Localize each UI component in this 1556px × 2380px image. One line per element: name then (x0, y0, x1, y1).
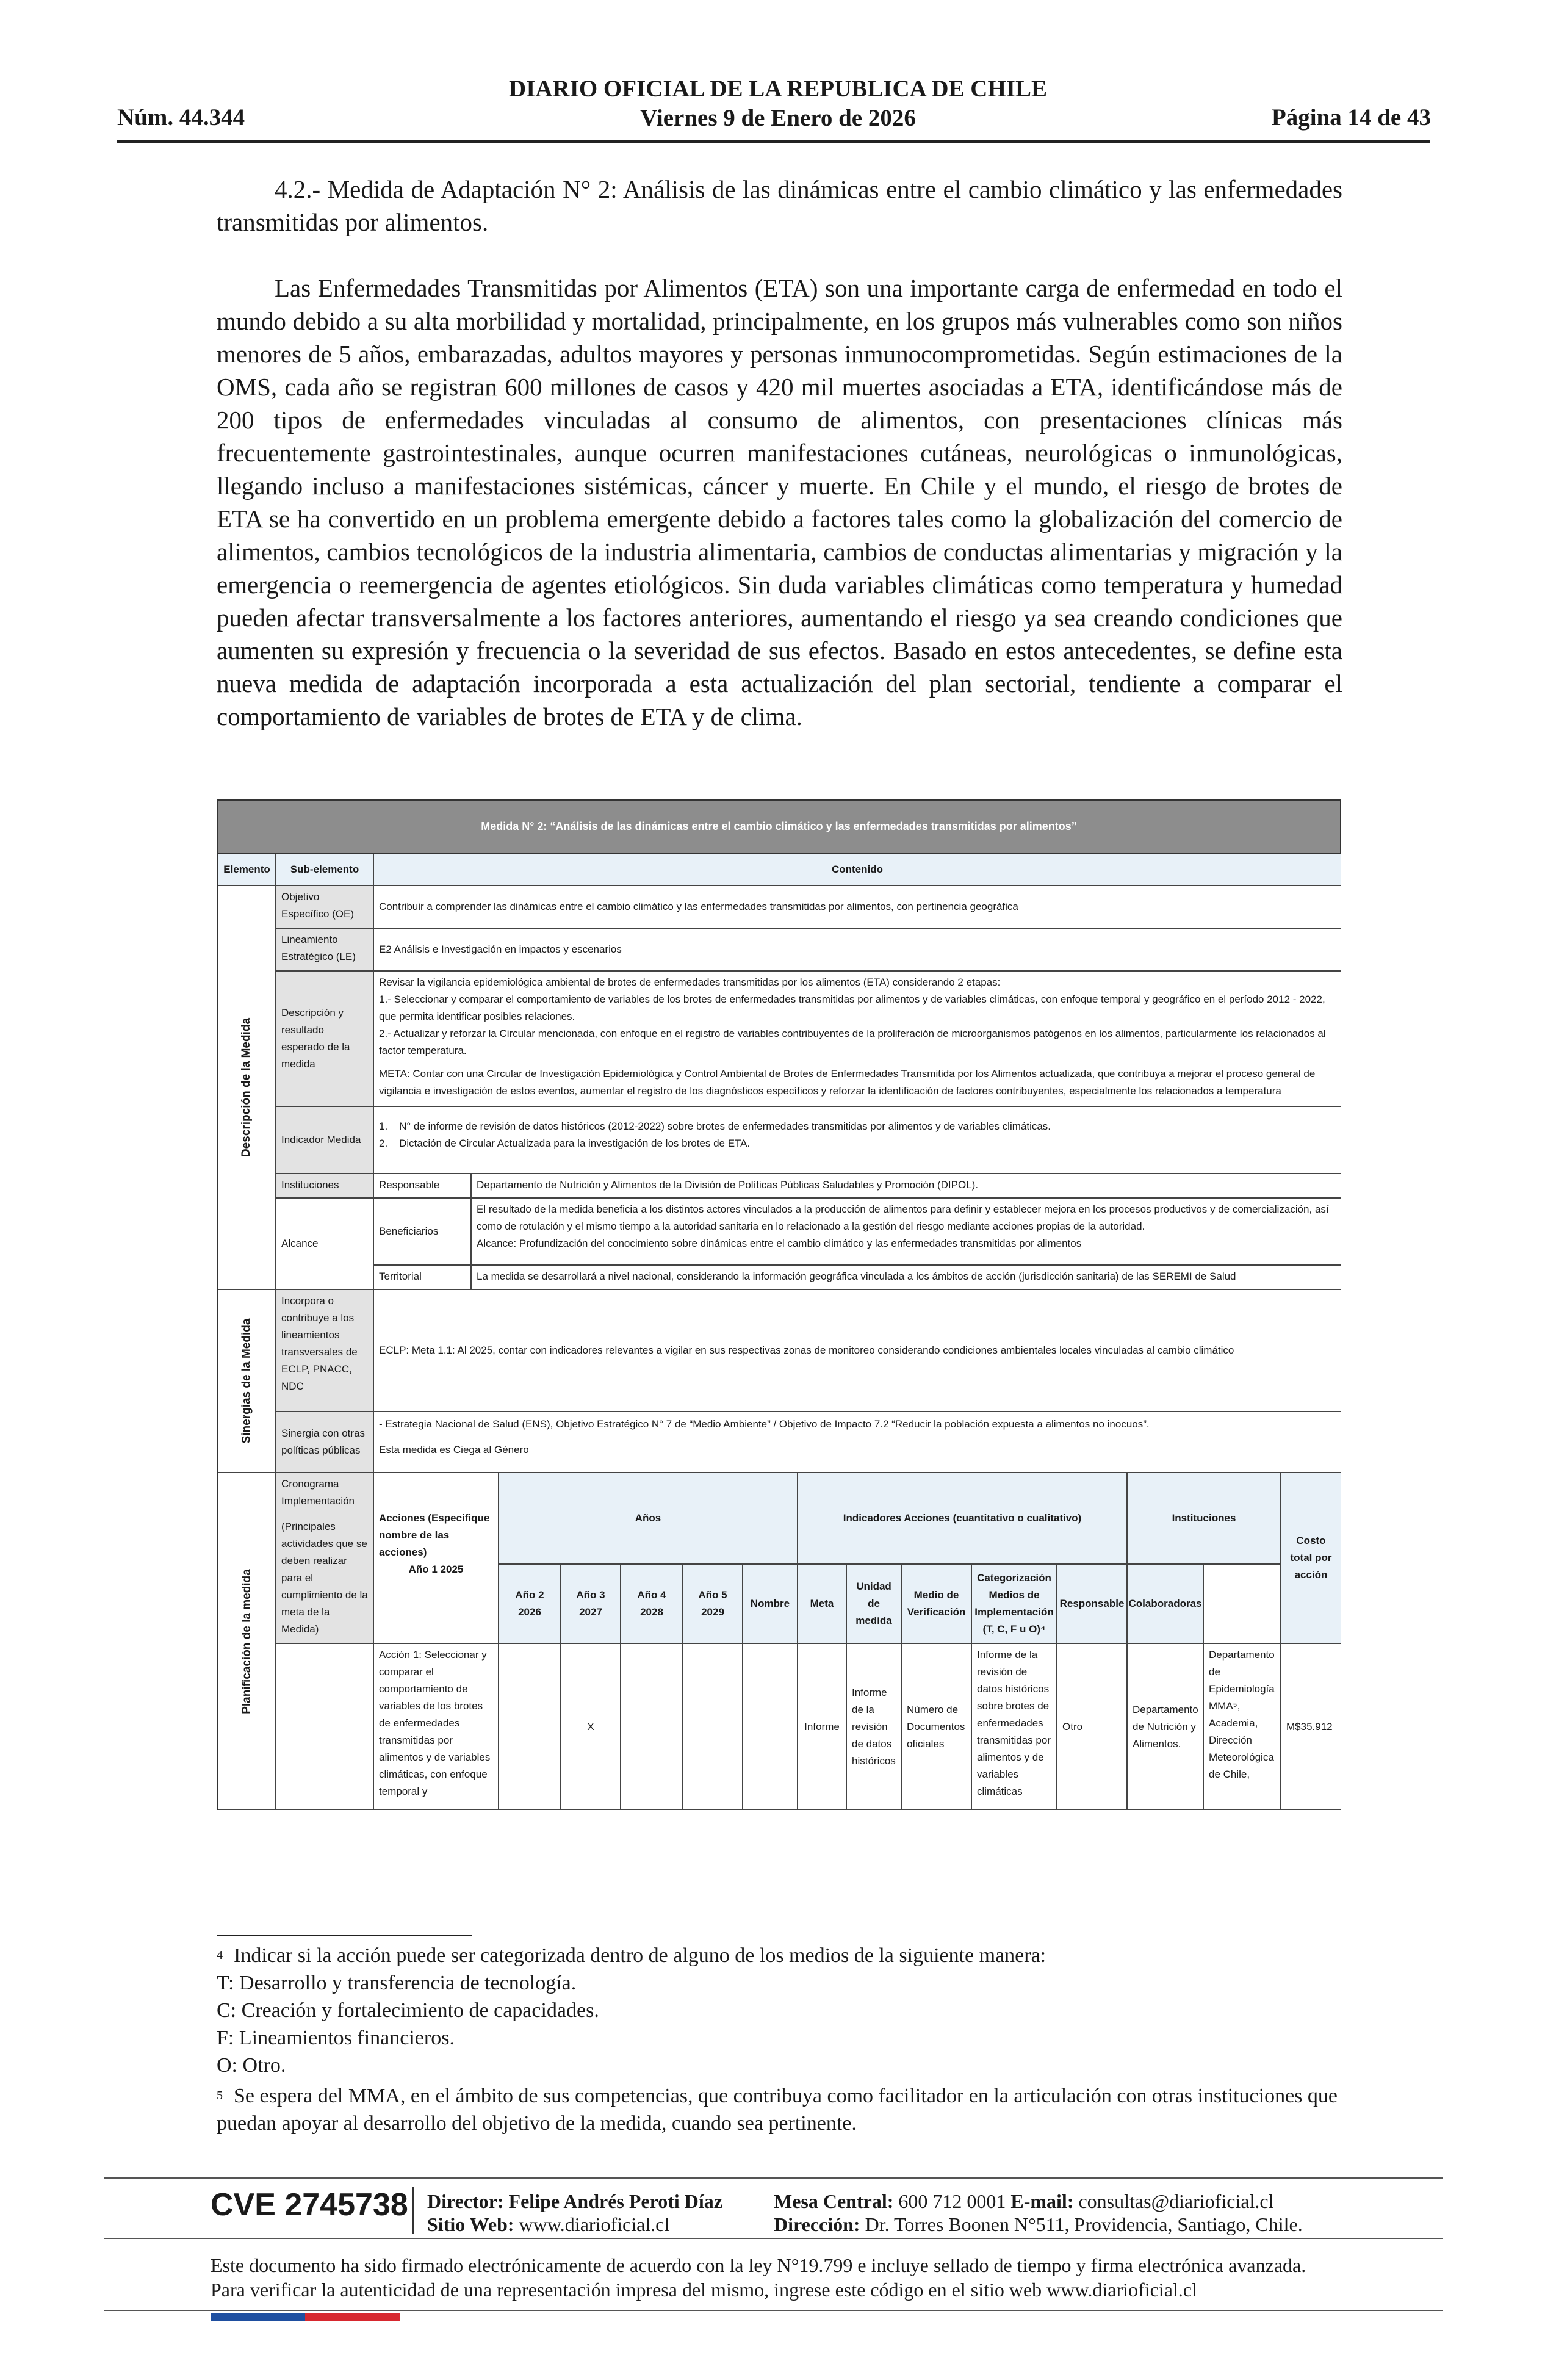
accion-1-year-5 (683, 1643, 743, 1810)
gender-note: Esta medida es Ciega al Género (379, 1444, 529, 1455)
meta-header: Meta (798, 1564, 846, 1643)
page-number: Página 14 de 43 (1271, 104, 1431, 131)
section-sinergias: Sinergias de la Medida (218, 1289, 276, 1473)
accion-1-meta: Informe (798, 1643, 846, 1810)
territorial-content: La medida se desarrollará a nivel nacional, considerando la información geográfica vinculada a los ámbitos de acción (jurisdicción sanitaria) de las SEREMI de Salud (471, 1265, 1341, 1289)
issue-number: Núm. 44.344 (117, 104, 245, 131)
publication-title: DIARIO OFICIAL DE LA REPUBLICA DE CHILE (508, 76, 1047, 102)
footer-divider-middle (104, 2238, 1443, 2239)
director-label: Director: (427, 2190, 504, 2212)
address-label: Dirección: (774, 2213, 860, 2235)
unidad-header: Unidad de medida (846, 1564, 901, 1643)
beneficiarios-alcance: Alcance: Profundización del conocimiento sobre dinámicas entre el cambio climático y las enfermedades transmitidas por alimentos (477, 1238, 1082, 1249)
accion-1-categorizacion: Informe de la revisión de datos históricos sobre brotes de enfermedades transmitidas por alimentos y de variables climáticas (971, 1643, 1057, 1810)
website-label: Sitio Web: (427, 2213, 514, 2235)
phone-number: 600 712 0001 (898, 2190, 1006, 2212)
footer-divider-top (104, 2177, 1443, 2179)
table-title: Medida N° 2: “Análisis de las dinámicas entre el cambio climático y las enfermedades transmitidas por alimentos” (218, 801, 1340, 854)
cronograma-title: Cronograma Implementación (281, 1478, 355, 1507)
accion-1-costo: M$35.912 (1281, 1643, 1341, 1810)
footnote-4-o: O: Otro. (217, 2054, 286, 2077)
footer-director-block (427, 2190, 722, 2236)
footnote-4-t: T: Desarrollo y transferencia de tecnología. (217, 1972, 577, 1994)
phone-label: Mesa Central: (774, 2190, 894, 2212)
beneficiarios-content (471, 1198, 1341, 1265)
accion-1-unidad: Informe de la revisión de datos históricos (846, 1643, 901, 1810)
year-5-header: Año 5 2029 (683, 1564, 743, 1643)
incorpora-label: Incorpora o contribuye a los lineamientos transversales de ECLP, PNACC, NDC (276, 1289, 373, 1412)
acciones-header (373, 1473, 499, 1643)
website-link[interactable]: www.diarioficial.cl (519, 2213, 670, 2235)
year-4-header: Año 4 2028 (621, 1564, 683, 1643)
footnote-4-f: F: Lineamientos financieros. (217, 2027, 455, 2049)
col-header-contenido: Contenido (373, 854, 1341, 885)
year-3-header: Año 3 2027 (561, 1564, 621, 1643)
year-1-header: Año 1 2025 (408, 1563, 464, 1575)
le-content: E2 Análisis e Investigación en impactos y escenarios (373, 928, 1341, 971)
institutions-label: Instituciones (276, 1174, 373, 1198)
desc-paragraph-3: 2.- Actualizar y reforzar la Circular mencionada, con enfoque en el registro de variables contribuyentes de la proliferación de microorganismos patógenos en los alimentos, particularmente los relacionados al factor temperatura. (379, 1028, 1326, 1056)
cronograma-subtitle: (Principales actividades que se deben realizar para el cumplimiento de la meta de la Medida) (281, 1521, 368, 1635)
section-planificacion: Planificación de la medida (218, 1473, 276, 1810)
address: Dr. Torres Boonen N°511, Providencia, Santiago, Chile. (865, 2213, 1303, 2235)
le-label: Lineamiento Estratégico (LE) (276, 928, 373, 971)
accion-1-responsable: Otro (1057, 1643, 1127, 1810)
indicadores-header: Indicadores Acciones (cuantitativo o cualitativo) (798, 1473, 1127, 1564)
signature-note: Este documento ha sido firmado electrónicamente de acuerdo con la ley N°19.799 e incluye sellado de tiempo y firma electrónica avanzada. Para verificar la autenticidad de una representación impresa del mismo, ingrese este código en el sitio web www.diarioficial.cl (211, 2254, 1306, 2301)
header-divider (117, 140, 1430, 143)
desc-content (373, 971, 1341, 1106)
flag-stripe-red (305, 2313, 400, 2321)
beneficiarios-text: El resultado de la medida beneficia a los distintos actores vinculados a la producción de alimentos para definir y establecer mejora en los procesos productivos y de comercialización, así como de rotulación y el mismo tiempo a la autoridad sanitaria en lo relacionado a la gestión del riesgo mediante acciones propias de la autoridad. (477, 1203, 1329, 1232)
footnote-5: $^5$ Se espera del MMA, en el ámbito de sus competencias, que contribuya como facilitador en la articulación con otras instituciones que puedan apoyar al desarrollo del objetivo de la medida, cuando sea pertinente. (217, 2085, 1338, 2135)
accion-1-medio: Número de Documentos oficiales (901, 1643, 971, 1810)
publication-date: Viernes 9 de Enero de 2026 (640, 105, 916, 131)
section-descripcion: Descripción de la Medida (218, 885, 276, 1289)
instituciones-header: Instituciones (1127, 1473, 1281, 1564)
cve-code: CVE 2745738 (211, 2187, 408, 2223)
accion-1: Acción 1: Seleccionar y comparar el comportamiento de variables de los brotes de enfermedades transmitidas por alimentos y de variables climáticas, con enfoque temporal y (373, 1643, 499, 1810)
blank-header-cell (1203, 1564, 1281, 1643)
incorpora-content: ECLP: Meta 1.1: Al 2025, contar con indicadores relevantes a vigilar en sus respectivas zonas de monitoreo considerando condiciones ambientales locales vinculadas al cambio climático (373, 1289, 1341, 1412)
section-heading: 4.2.- Medida de Adaptación N° 2: Análisis de las dinámicas entre el cambio climático y las enfermedades transmitidas por alimentos. (217, 175, 1342, 236)
desc-label: Descripción y resultado esperado de la medida (276, 971, 373, 1106)
accion-1-colaboradoras-resp: Departamento de Nutrición y Alimentos. (1127, 1643, 1203, 1810)
responsable-header: Responsable (1057, 1564, 1127, 1643)
email-link[interactable]: consultas@diarioficial.cl (1078, 2190, 1274, 2212)
sinergia-text: - Estrategia Nacional de Salud (ENS), Objetivo Estratégico N° 7 de “Medio Ambiente” / Objetivo de Impacto 7.2 “Reducir la población expuesta a alimentos no inocuos”. (379, 1418, 1150, 1430)
colaboradoras-header: Colaboradoras (1127, 1564, 1203, 1643)
indicator-item-1: 1. N° de informe de revisión de datos históricos (2012-2022) sobre brotes de enfermedades transmitidas por alimentos y de variables climáticas. (379, 1120, 1051, 1132)
categorizacion-header: Categorización Medios de Implementación (T, C, F u O)⁴ (971, 1564, 1057, 1643)
accion-1-nombre-empty (743, 1643, 798, 1810)
accion-1-year-3: X (561, 1643, 621, 1810)
acciones-header-text: Acciones (Especifique nombre de las acciones) (379, 1512, 490, 1558)
body-paragraph: Las Enfermedades Transmitidas por Alimentos (ETA) son una importante carga de enfermedad en todo el mundo debido a su alta morbilidad y mortalidad, principalmente, en los grupos más vulnerables como son niños menores de 5 años, embarazadas, adultos mayores y personas inmunocomprometidas. Según estimaciones de la OMS, cada año se registran 600 millones de casos y 420 mil muertes asociadas a ETA, identificándose más de 200 tipos de enfermedades vinculadas al consumo de alimentos, con presentaciones clínicas más frecuentemente gastrointestinales, aunque ocurren manifestaciones cutáneas, neurológicas o inmunológicas, llegando incluso a manifestaciones sistémicas, cáncer y muerte. En Chile y el mundo, el riesgo de brotes de ETA se ha convertido en un problema emergente debido a factores tales como la globalización del comercio de alimentos, cambios tecnológicos de la industria alimentaria, cambios de conductas alimentarias y migración y la emergencia o reemergencia de agentes etiológicos. Sin duda variables climáticas como temperatura y humedad pueden afectar transversalmente a los factores anteriores, aumentando el riesgo ya sea creando condiciones que aumenten su expresión y frecuencia o la severidad de sus efectos. Basado en estos antecedentes, se define esta nueva medida de adaptación incorporada a esta actualización del plan sectorial, tendiente a comparar el comportamiento de variables de brotes de ETA y de clima. (217, 274, 1342, 730)
year-2-header: Año 2 2026 (499, 1564, 561, 1643)
col-header-subelemento: Sub-elemento (276, 854, 373, 885)
desc-paragraph-1: Revisar la vigilancia epidemiológica ambiental de brotes de enfermedades transmitidas por los alimentos (ETA) considerando 2 etapas: (379, 976, 1001, 988)
sinergia-label: Sinergia con otras políticas públicas (276, 1412, 373, 1473)
indicator-content (373, 1106, 1341, 1174)
medio-header: Medio de Verificación (901, 1564, 971, 1643)
indicator-label: Indicador Medida (276, 1106, 373, 1174)
measure-table (217, 799, 1341, 1810)
cronograma-label (276, 1473, 373, 1643)
beneficiarios-label: Beneficiarios (373, 1198, 471, 1265)
costo-header: Costo total por acción (1281, 1473, 1341, 1643)
accion-1-year-2 (499, 1643, 561, 1810)
footer-separator (412, 2187, 414, 2234)
desc-meta: META: Contar con una Circular de Investigación Epidemiológica y Control Ambiental de Brotes de Enfermedades Transmitida por los Alimentos actualizada, que contribuya a mejorar el proceso general de vigilancia e investigación de estos eventos, aumentar el registro de los diagnósticos específicos y reforzar la identificación de factores contribuyentes, especialmente los relacionados a temperatura (379, 1068, 1316, 1097)
masthead (427, 74, 1129, 133)
footnote-4: $^4$ Indicar si la acción puede ser categorizada dentro de alguno de los medios de la siguiente manera: (217, 1944, 1046, 1967)
footer-contact-block (774, 2190, 1303, 2236)
col-header-elemento: Elemento (218, 854, 276, 885)
director-name: Felipe Andrés Peroti Díaz (508, 2190, 722, 2212)
accion-1-year-4 (621, 1643, 683, 1810)
email-label: E-mail: (1010, 2190, 1074, 2212)
indicator-item-2: 2. Dictación de Circular Actualizada para la investigación de los brotes de ETA. (379, 1138, 751, 1149)
accion-1-colaboradoras: Departamento de Epidemiología MMA⁵, Academia, Dirección Meteorológica de Chile, (1203, 1643, 1281, 1810)
oe-content: Contribuir a comprender las dinámicas entre el cambio climático y las enfermedades transmitidas por alimentos, con pertinencia geográfica (373, 885, 1341, 928)
sinergia-content (373, 1412, 1341, 1473)
footnote-divider (217, 1935, 472, 1936)
flag-stripe-blue (211, 2313, 305, 2321)
desc-paragraph-2: 1.- Seleccionar y comparar el comportamiento de variables de los brotes de enfermedades transmitidas por alimentos y de variables climáticas, con enfoque temporal y geográfico en el período 2012 - 2022, que permita identificar posibles relaciones. (379, 993, 1325, 1022)
blank-subelement-cell (276, 1643, 373, 1810)
anios-header: Años (499, 1473, 798, 1564)
footnote-4-c: C: Creación y fortalecimiento de capacidades. (217, 1999, 599, 2022)
responsable-content: Departamento de Nutrición y Alimentos de la División de Políticas Públicas Saludables y Promoción (DIPOL). (471, 1174, 1341, 1198)
responsable-label: Responsable (373, 1174, 471, 1198)
oe-label: Objetivo Específico (OE) (276, 885, 373, 928)
nombre-header: Nombre (743, 1564, 798, 1643)
alcance-label: Alcance (276, 1198, 373, 1289)
footer-divider-bottom (104, 2310, 1443, 2311)
territorial-label: Territorial (373, 1265, 471, 1289)
